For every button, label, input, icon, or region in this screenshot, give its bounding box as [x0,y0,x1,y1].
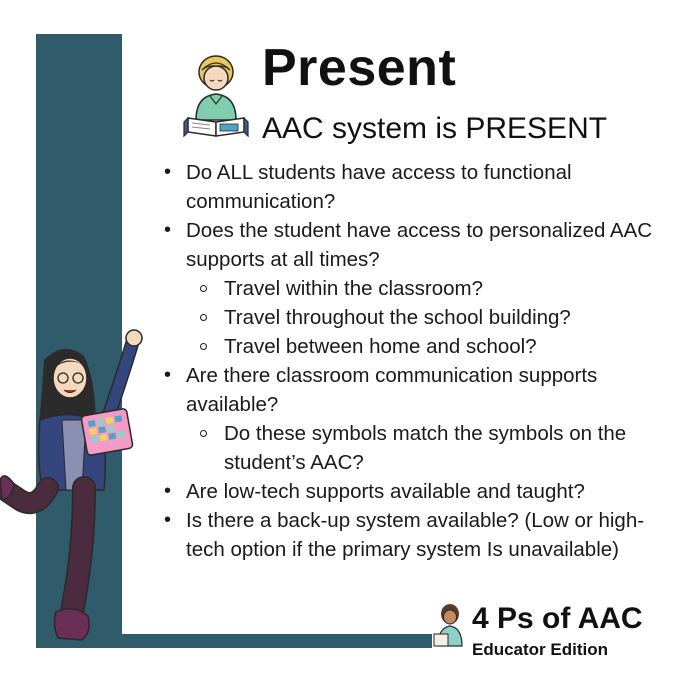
list-item [186,506,660,564]
sub-list-item [224,419,660,477]
sub-list-item [224,303,660,332]
sub-list-item [224,332,660,361]
list-item-text: Are low-tech supports available and taught? [186,480,585,503]
list-item [186,477,660,506]
girl-with-aac-device-icon [0,320,160,650]
sub-list-item-text: Travel between home and school? [224,335,537,358]
sub-list-item-text: Do these symbols match the symbols on the student’s AAC? [224,422,627,474]
sub-list-item [224,274,660,303]
educator-avatar-icon [432,602,472,650]
page-subtitle: AAC system is PRESENT [262,112,608,145]
list-item [186,158,660,216]
sub-list-item-text: Travel throughout the school building? [224,306,571,329]
list-item-text: Is there a back-up system available? (Low or high-tech option if the primary system Is unavailable) [186,509,645,561]
sub-list-item-text: Travel within the classroom? [224,277,484,300]
list-item-text: Does the student have access to personalized AAC supports at all times? [186,219,653,271]
brand-subtitle: Educator Edition [472,640,608,659]
page-title: Present [262,39,457,97]
list-item [186,216,660,361]
child-reading-icon [180,52,252,138]
list-item [186,361,660,477]
list-item-text: Are there classroom communication supports available? [186,364,598,416]
question-list [160,158,660,564]
list-item-text: Do ALL students have access to functional communication? [186,161,572,213]
brand-block [432,600,672,670]
brand-title: 4 Ps of AAC [472,602,643,635]
